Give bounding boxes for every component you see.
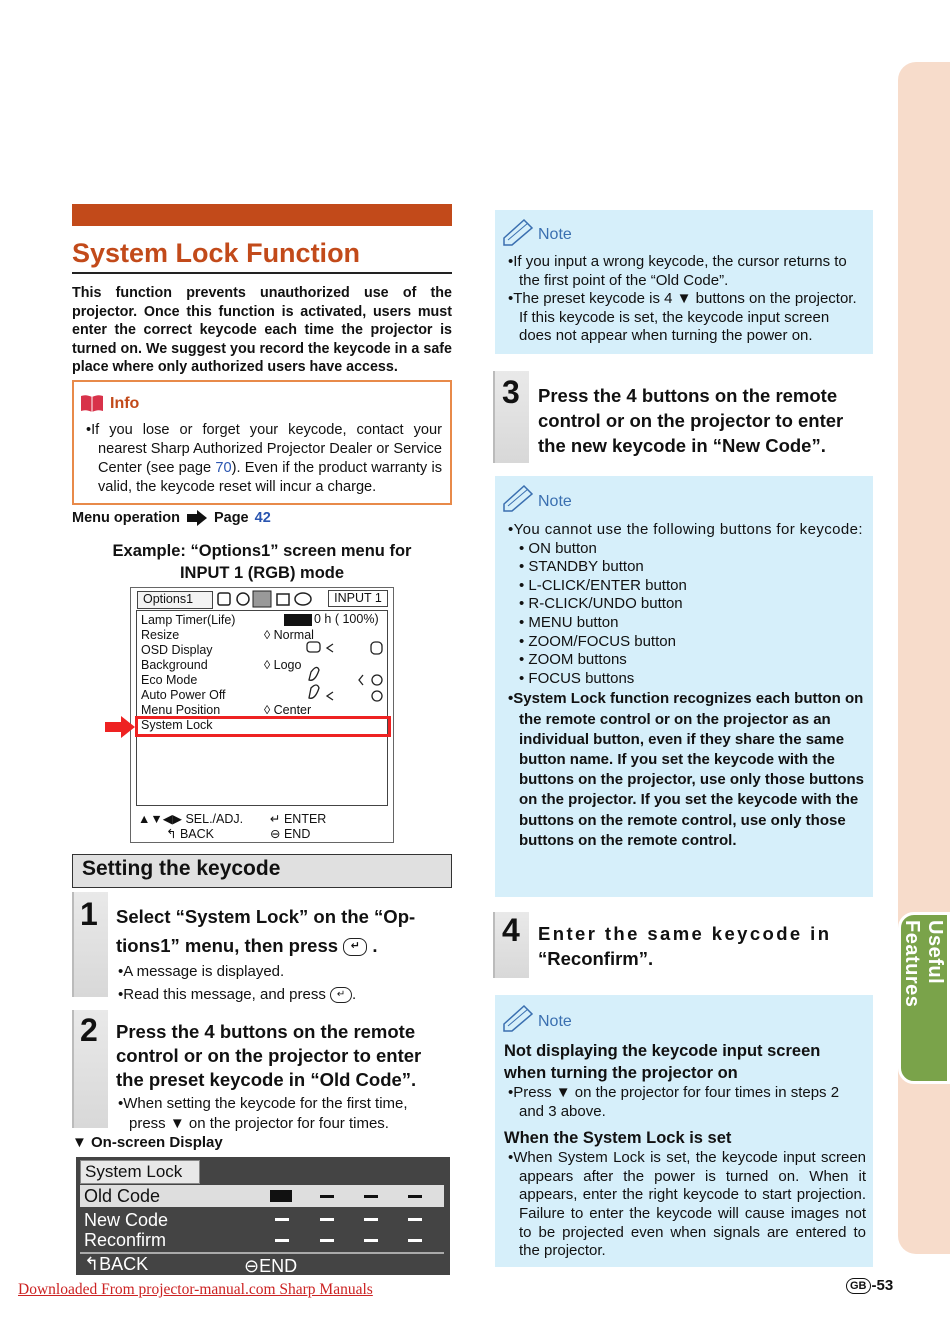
note2-bold: •System Lock function recognizes each button on the remote control or on the projector as an individual button, even if they share the same button name. If you set the keycode with the buttons on the projector, use only those buttons on the projector. If you set the keycode with the buttons on the remote control, use only those buttons on the remote control. <box>508 690 864 849</box>
osd-value-resize: ◊ Normal <box>264 628 314 642</box>
step1-line1: Select “System Lock” on the “Op- <box>116 906 416 927</box>
step2-bullet-line1: •When setting the keycode for the first time, <box>118 1095 408 1112</box>
osd-background-value: Logo <box>273 658 302 672</box>
section-color-bar <box>72 204 452 226</box>
osd2-row-old-code[interactable]: Old Code <box>80 1185 444 1207</box>
pencil-icon-2 <box>502 484 536 512</box>
note1-bullet2: •The preset keycode is 4 ▼ buttons on the projector. If this keycode is set, the keycode input screen does not appear when turning the power on. <box>508 290 857 345</box>
osd-resize-value: Normal <box>273 628 314 642</box>
osd-input-label: INPUT 1 <box>328 590 388 607</box>
note2-list <box>508 540 864 689</box>
info-text <box>86 421 442 497</box>
step1-number: 1 <box>80 896 98 932</box>
osd2-row-new-code[interactable]: New Code <box>84 1210 169 1230</box>
osd-footer-sel: ▲▼◀▶ SEL./ADJ. <box>138 812 244 826</box>
osd-row-system-lock[interactable]: System Lock <box>141 718 213 732</box>
osd-tab-options1: Options1 <box>137 591 213 609</box>
enter-button-icon-2: ↵ <box>330 987 352 1003</box>
step4-line2: “Reconfirm”. <box>538 948 654 969</box>
side-tab-label: Useful Features <box>901 920 946 1008</box>
book-icon <box>80 393 104 413</box>
title-divider <box>72 272 452 274</box>
download-link[interactable]: Downloaded From projector-manual.com Sharp Manuals <box>18 1281 373 1298</box>
menu-operation-page-link[interactable]: 42 <box>254 510 271 526</box>
osd-footer-sel-label: SEL./ADJ. <box>185 812 244 826</box>
example-line-1: Example: “Options1” screen menu for <box>112 542 412 560</box>
step2-line2: control or on the projector to enter <box>116 1045 422 1066</box>
step3-heading <box>538 383 872 458</box>
osd-row-menu-position[interactable]: Menu Position <box>141 703 221 717</box>
note3-text <box>504 1041 866 1261</box>
osd-footer-enter: ↵ ENTER <box>270 812 327 826</box>
note3-heading1: Not displaying the keycode input screen when turning the projector on <box>504 1042 821 1082</box>
note2-item: • FOCUS buttons <box>519 669 635 687</box>
step1-line2: tions1” menu, then press ↵ . <box>116 935 378 956</box>
osd-row-background[interactable]: Background <box>141 658 208 672</box>
page-number-text: -53 <box>871 1277 894 1294</box>
osd-row-lamp[interactable]: Lamp Timer(Life) <box>141 613 236 627</box>
osd-row-resize[interactable]: Resize <box>141 628 180 642</box>
system-lock-highlight <box>135 716 391 737</box>
note2-text <box>508 521 864 851</box>
example-caption <box>72 540 452 584</box>
note2-item: • ZOOM buttons <box>519 651 627 669</box>
osd-footer-end: ⊖ END <box>270 827 311 841</box>
osd-row-osd-display[interactable]: OSD Display <box>141 643 213 657</box>
note2-item: • L-CLICK/ENTER button <box>519 576 687 594</box>
step1-bullets <box>118 961 448 1005</box>
step2-bullet <box>118 1094 450 1134</box>
osd-footer-end-label: END <box>283 827 311 841</box>
osd-menu-icons <box>217 590 317 608</box>
menu-operation-page-label: Page <box>213 510 249 526</box>
note2-label: Note <box>538 493 572 510</box>
osd2-back: ↰BACK <box>84 1254 149 1274</box>
step2-line1: Press the 4 buttons on the remote <box>116 1021 416 1042</box>
info-text-a: •If you lose or forget your keycode, contact your nearest Sharp Authorized Projector Dealer or Service Center (see page <box>86 422 442 476</box>
step4-line1: Enter the same keycode in <box>538 923 832 944</box>
step2-heading <box>116 1020 450 1092</box>
osd-value-menu-position: ◊ Center <box>264 703 312 717</box>
pointer-arrow-icon <box>105 716 135 738</box>
osd-menu-position-value: Center <box>273 703 312 717</box>
note2-item: • STANDBY button <box>519 558 644 576</box>
osd-row-auto-power-off[interactable]: Auto Power Off <box>141 688 226 702</box>
osd-option-icons <box>305 640 390 706</box>
osd-footer-enter-label: ENTER <box>283 812 327 826</box>
osd-footer-back-label: BACK <box>179 827 214 841</box>
step4-number: 4 <box>502 912 520 948</box>
note3-bullet2: •When System Lock is set, the keycode input screen appears after the power is turned on. When it appears, enter the right keycode to start projection. Failure to enter the keycode will cause images not to be projected even when signals are entered to the projector. <box>508 1149 866 1260</box>
step3-line1: Press the 4 buttons on the remote <box>538 385 838 406</box>
step1-bullet2-text: •Read this message, and press <box>118 986 326 1003</box>
note3-heading2: When the System Lock is set <box>504 1129 732 1148</box>
pencil-icon-3 <box>502 1004 536 1032</box>
menu-operation-label: Menu operation <box>72 510 180 526</box>
osd2-end: ⊖END <box>244 1256 298 1276</box>
info-text-b: ). Even if the product warranty is valid, the keycode reset will incur a charge. <box>98 460 443 495</box>
step1-line2-text: tions1” menu, then press <box>116 935 339 956</box>
arrow-right-icon <box>186 510 208 526</box>
note1-text <box>508 253 864 346</box>
info-title: Info <box>110 395 140 412</box>
step2-number: 2 <box>80 1012 98 1048</box>
note1-bullet1: •If you input a wrong keycode, the cursor returns to the first point of the “Old Code”. <box>508 253 847 289</box>
osd2-tab: System Lock <box>80 1160 200 1184</box>
step3-number: 3 <box>502 374 520 410</box>
step3-line2: control or on the projector to enter <box>538 410 844 431</box>
note2-item: • R-CLICK/UNDO button <box>519 595 683 613</box>
note2-intro: •You cannot use the following buttons for keycode: <box>508 521 863 538</box>
page-number <box>846 1277 893 1294</box>
intro-paragraph: This function prevents unauthorized use of the projector. Once this function is activated, users must enter the correct keycode each time the projector is turned on. We suggest you record the keycode in a safe place where only authorized users have access. <box>72 285 452 375</box>
osd2-back-label: BACK <box>99 1254 149 1274</box>
note2-item: • MENU button <box>519 613 619 631</box>
step1-bullet2: •Read this message, and press ↵ . <box>118 986 357 1003</box>
info-page-link[interactable]: 70 <box>215 460 232 476</box>
step1-bullet1: •A message is displayed. <box>118 963 285 980</box>
step4-heading <box>538 921 870 971</box>
pencil-icon <box>502 218 536 246</box>
step2-bullet-line2: press ▼ on the projector for four times. <box>129 1115 389 1132</box>
onscreen-display-label: ▼ On-screen Display <box>72 1134 223 1151</box>
osd-value-background: ◊ Logo <box>264 658 302 672</box>
setting-keycode-title: Setting the keycode <box>82 857 281 880</box>
step1-heading <box>116 904 450 958</box>
keycode-slots <box>268 1186 428 1250</box>
osd-lamp-value: 0 h ( 100%) <box>314 612 379 626</box>
note3-label: Note <box>538 1013 572 1030</box>
osd-row-eco-mode[interactable]: Eco Mode <box>141 673 198 687</box>
page-title: System Lock Function <box>72 238 361 268</box>
step2-line3: the preset keycode in “Old Code”. <box>116 1069 417 1090</box>
note3-bullet1: •Press ▼ on the projector for four times in steps 2 and 3 above. <box>508 1084 840 1120</box>
osd2-end-label: END <box>259 1256 298 1276</box>
osd2-row-reconfirm[interactable]: Reconfirm <box>84 1230 167 1250</box>
step3-line3: the new keycode in “New Code”. <box>538 435 826 456</box>
note2-item: • ON button <box>519 539 597 557</box>
note1-label: Note <box>538 226 572 243</box>
menu-operation <box>72 510 271 526</box>
osd-row-labels <box>141 613 235 733</box>
enter-button-icon: ↵ <box>343 938 367 956</box>
example-line-2: INPUT 1 (RGB) mode <box>179 564 345 582</box>
note2-item: • ZOOM/FOCUS button <box>519 632 676 650</box>
osd-footer-back: ↰ BACK <box>166 827 214 841</box>
gb-badge: GB <box>846 1278 871 1294</box>
